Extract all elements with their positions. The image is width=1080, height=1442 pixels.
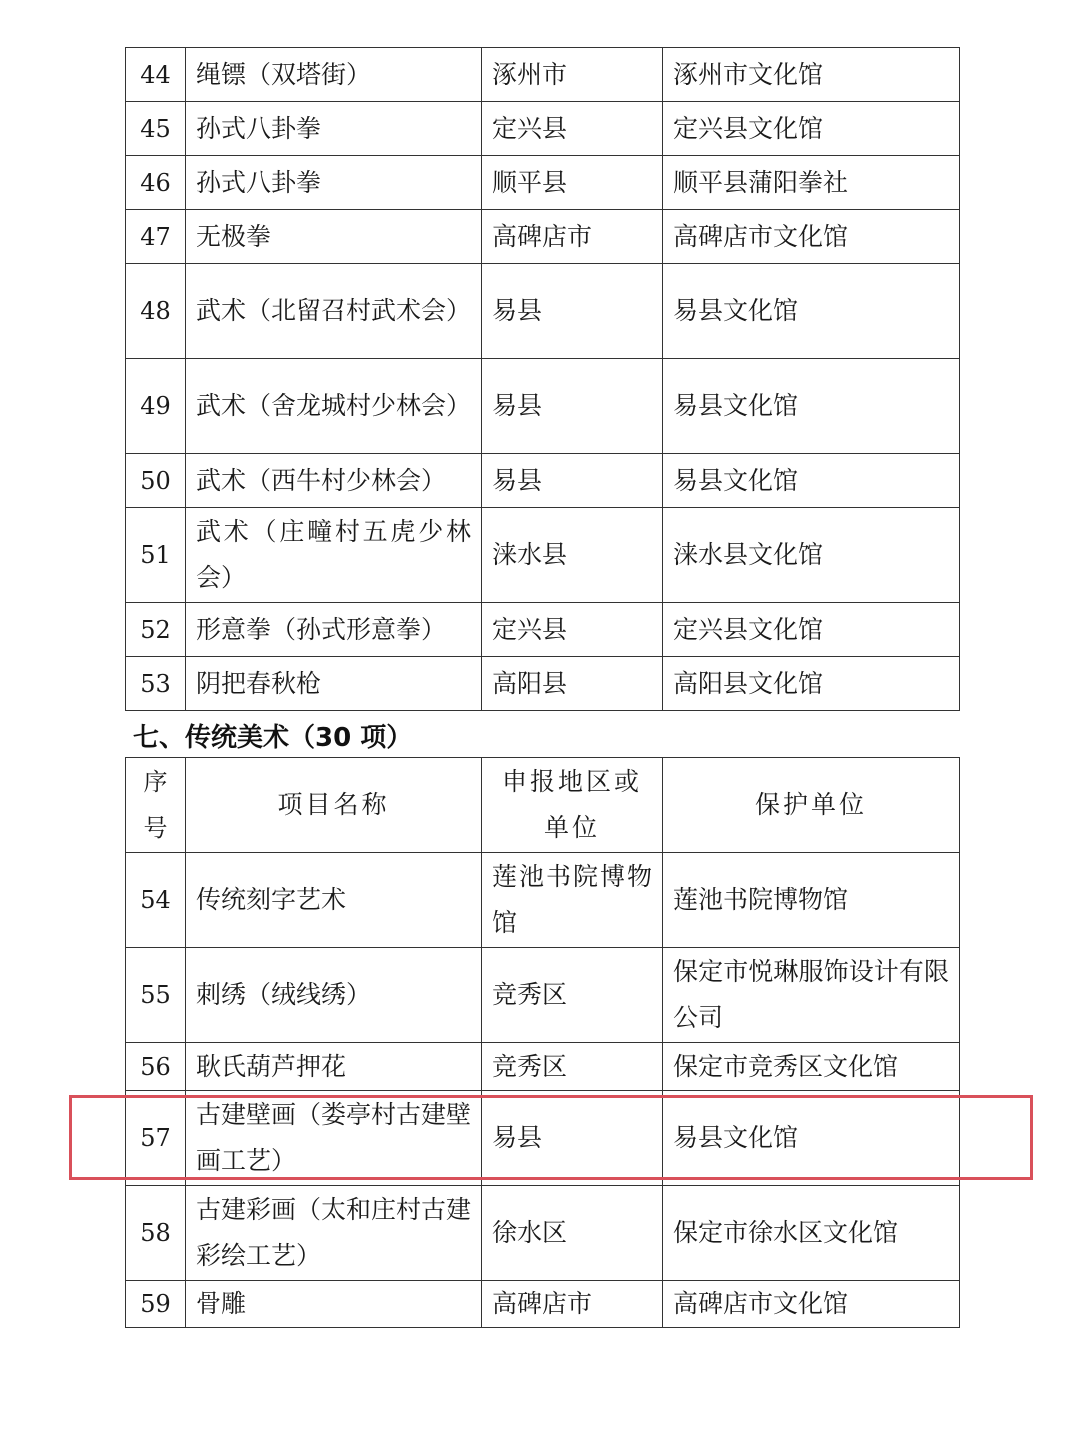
row-number: 44 xyxy=(126,48,186,102)
row-number: 53 xyxy=(126,657,186,711)
heritage-table-traditional-arts xyxy=(125,757,960,1328)
header-protection-unit: 保护单位 xyxy=(663,758,960,853)
project-name: 武术（北留召村武术会） xyxy=(186,264,482,359)
declaring-region: 竞秀区 xyxy=(482,1043,663,1091)
table-row xyxy=(126,48,960,102)
protection-unit: 易县文化馆 xyxy=(663,359,960,454)
row-number: 59 xyxy=(126,1281,186,1328)
project-name: 武术（舍龙城村少林会） xyxy=(186,359,482,454)
protection-unit: 保定市竞秀区文化馆 xyxy=(663,1043,960,1091)
table-row xyxy=(126,102,960,156)
protection-unit: 易县文化馆 xyxy=(663,1091,960,1186)
row-number: 51 xyxy=(126,508,186,603)
declaring-region: 定兴县 xyxy=(482,603,663,657)
declaring-region: 莲池书院博物馆 xyxy=(482,853,663,948)
project-name: 古建彩画（太和庄村古建彩绘工艺） xyxy=(186,1186,482,1281)
protection-unit: 保定市徐水区文化馆 xyxy=(663,1186,960,1281)
table-row xyxy=(126,657,960,711)
protection-unit: 保定市悦琳服饰设计有限公司 xyxy=(663,948,960,1043)
header-project-name: 项目名称 xyxy=(186,758,482,853)
header-number-text: 序号 xyxy=(143,768,168,842)
header-number xyxy=(126,758,186,853)
row-number: 58 xyxy=(126,1186,186,1281)
section-heading: 七、传统美术（30 项） xyxy=(133,723,413,753)
protection-unit: 高碑店市文化馆 xyxy=(663,1281,960,1328)
table-row xyxy=(126,454,960,508)
project-name: 耿氏葫芦押花 xyxy=(186,1043,482,1091)
declaring-region: 高阳县 xyxy=(482,657,663,711)
protection-unit: 顺平县蒲阳拳社 xyxy=(663,156,960,210)
project-name: 武术（庄疃村五虎少林会） xyxy=(186,508,482,603)
row-number: 56 xyxy=(126,1043,186,1091)
heritage-table-martial-arts xyxy=(125,47,960,711)
protection-unit: 涿州市文化馆 xyxy=(663,48,960,102)
row-number: 45 xyxy=(126,102,186,156)
row-number: 47 xyxy=(126,210,186,264)
project-name: 骨雕 xyxy=(186,1281,482,1328)
table-row xyxy=(126,1281,960,1328)
declaring-region: 徐水区 xyxy=(482,1186,663,1281)
row-number: 57 xyxy=(126,1091,186,1186)
table-row xyxy=(126,948,960,1043)
project-name: 形意拳（孙式形意拳） xyxy=(186,603,482,657)
table-row xyxy=(126,156,960,210)
header-declaring-region: 申报地区或单位 xyxy=(482,758,663,853)
row-number: 46 xyxy=(126,156,186,210)
declaring-region: 易县 xyxy=(482,1091,663,1186)
table-row xyxy=(126,359,960,454)
table-row xyxy=(126,1043,960,1091)
project-name: 阴把春秋枪 xyxy=(186,657,482,711)
protection-unit: 定兴县文化馆 xyxy=(663,603,960,657)
project-name: 古建壁画（娄亭村古建壁画工艺） xyxy=(186,1091,482,1186)
table-header-row xyxy=(126,758,960,853)
table-row xyxy=(126,853,960,948)
declaring-region: 定兴县 xyxy=(482,102,663,156)
declaring-region: 顺平县 xyxy=(482,156,663,210)
declaring-region: 易县 xyxy=(482,359,663,454)
highlight-box xyxy=(69,1095,1033,1180)
declaring-region: 高碑店市 xyxy=(482,1281,663,1328)
protection-unit: 高碑店市文化馆 xyxy=(663,210,960,264)
table-row xyxy=(126,508,960,603)
row-number: 52 xyxy=(126,603,186,657)
project-name: 孙式八卦拳 xyxy=(186,156,482,210)
protection-unit: 莲池书院博物馆 xyxy=(663,853,960,948)
project-name: 刺绣（绒线绣） xyxy=(186,948,482,1043)
row-number: 54 xyxy=(126,853,186,948)
declaring-region: 高碑店市 xyxy=(482,210,663,264)
project-name: 孙式八卦拳 xyxy=(186,102,482,156)
declaring-region: 易县 xyxy=(482,264,663,359)
project-name: 传统刻字艺术 xyxy=(186,853,482,948)
row-number: 49 xyxy=(126,359,186,454)
protection-unit: 易县文化馆 xyxy=(663,454,960,508)
table-row xyxy=(126,1186,960,1281)
row-number: 50 xyxy=(126,454,186,508)
protection-unit: 高阳县文化馆 xyxy=(663,657,960,711)
protection-unit: 易县文化馆 xyxy=(663,264,960,359)
row-number: 55 xyxy=(126,948,186,1043)
declaring-region: 涿州市 xyxy=(482,48,663,102)
table-row xyxy=(126,603,960,657)
protection-unit: 定兴县文化馆 xyxy=(663,102,960,156)
declaring-region: 涞水县 xyxy=(482,508,663,603)
declaring-region: 竞秀区 xyxy=(482,948,663,1043)
project-name: 无极拳 xyxy=(186,210,482,264)
protection-unit: 涞水县文化馆 xyxy=(663,508,960,603)
row-number: 48 xyxy=(126,264,186,359)
table-row xyxy=(126,264,960,359)
declaring-region: 易县 xyxy=(482,454,663,508)
table-row xyxy=(126,210,960,264)
project-name: 武术（西牛村少林会） xyxy=(186,454,482,508)
project-name: 绳镖（双塔街） xyxy=(186,48,482,102)
